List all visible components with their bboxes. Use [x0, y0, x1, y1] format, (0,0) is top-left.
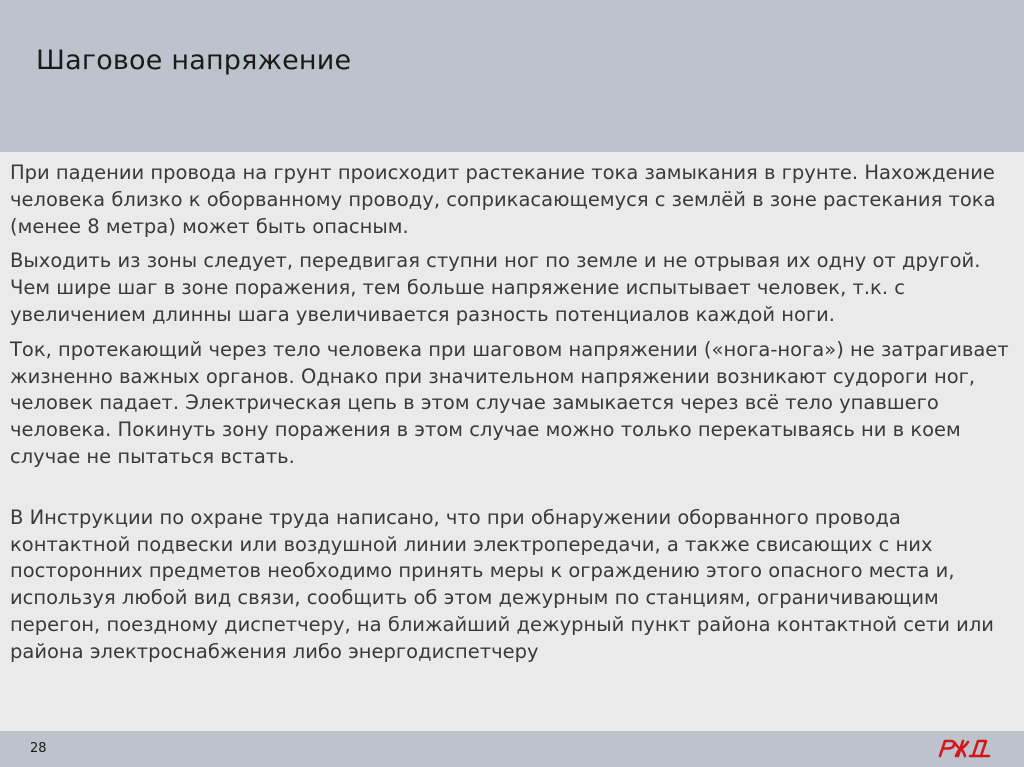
- slide-content: [10, 160, 1014, 674]
- paragraph-4: В Инструкции по охране труда написано, что при обнаружении оборванного провода контактной подвески или воздушной линии электропередачи, а также свисающих с них посторонних предметов необходимо принять меры к ограждению этого опасного места и, используя любой вид связи, сообщить об этом дежурным по станциям, ограничивающим перегон, поездному диспетчеру, на ближайший дежурный пункт района контактной сети или района электроснабжения либо энергодиспетчеру: [10, 505, 994, 663]
- paragraph-2: Выходить из зоны следует, передвигая ступни ног по земле и не отрывая их одну от другой. Чем шире шаг в зоне поражения, тем больше напряжение испытывает человек, т.к. с увеличением длинны шага увеличивается разность потенциалов каждой ноги.: [10, 249, 981, 326]
- page-number: 28: [30, 741, 47, 756]
- slide-title: Шаговое напряжение: [36, 45, 352, 76]
- rzd-logo-icon: [936, 736, 994, 760]
- slide-footer: [0, 731, 1024, 767]
- paragraph-1: При падении провода на грунт происходит растекание тока замыкания в грунте. Нахождение человека близко к оборванному проводу, соприкасающемуся с землёй в зоне растекания тока (менее 8 метра) может быть опасным.: [10, 161, 996, 238]
- paragraph-3: Ток, протекающий через тело человека при шаговом напряжении («нога-нога») не затрагивает жизненно важных органов. Однако при значительном напряжении возникают судороги ног, человек падает. Электрическая цепь в этом случае замыкается через всё тело упавшего человека. Покинуть зону поражения в этом случае можно только перекатываясь ни в коем случае не пытаться встать.: [10, 337, 1009, 468]
- slide-header: [0, 0, 1024, 152]
